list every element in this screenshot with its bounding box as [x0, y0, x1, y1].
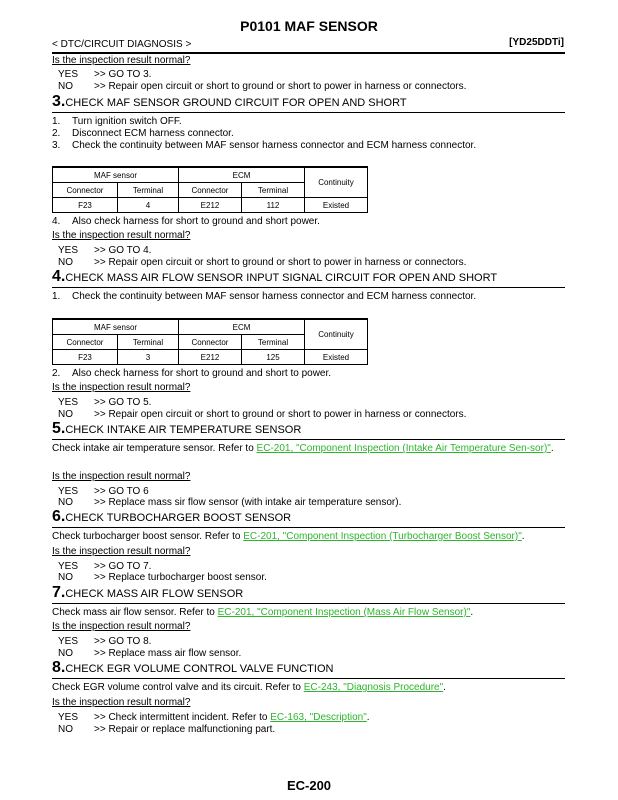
step-title: CHECK MASS AIR FLOW SENSOR [65, 588, 244, 600]
reference-link[interactable]: EC-201, "Component Inspection (Turbocharger Boost Sensor)" [243, 531, 522, 542]
yes-row: YES >> GO TO 5. [58, 397, 152, 408]
no-row: NO >> Repair open circuit or short to ground or short to power in harness or connectors. [58, 81, 467, 92]
list-item: 2. Disconnect ECM harness connector. [52, 128, 234, 139]
table-group-header: ECM [179, 167, 305, 183]
step-title: CHECK INTAKE AIR TEMPERATURE SENSOR [65, 424, 302, 436]
step-title: CHECK MAF SENSOR GROUND CIRCUIT FOR OPEN AND SHORT [65, 97, 407, 109]
list-item: 3. Check the continuity between MAF sensor harness connector and ECM harness connector. [52, 140, 477, 151]
table-cell: 125 [242, 350, 305, 365]
table-cell: E212 [179, 350, 242, 365]
reference-text: Check intake air temperature sensor. Refer to EC-201, "Component Inspection (Intake Air Temperature Sen-sor)". [52, 443, 554, 454]
list-item: 1. Check the continuity between MAF sensor harness connector and ECM harness connector. [52, 291, 477, 302]
table-group-header: ECM [179, 319, 305, 335]
step-number: 4. [52, 268, 66, 285]
continuity-table [52, 318, 368, 365]
step-number: 6. [52, 508, 66, 525]
no-row: NO >> Replace turbocharger boost sensor. [58, 572, 267, 583]
list-item: 1. Turn ignition switch OFF. [52, 116, 182, 127]
reference-text: Check turbocharger boost sensor. Refer to EC-201, "Component Inspection (Turbocharger Boost Sensor)". [52, 531, 525, 542]
no-row: NO >> Replace mass sir flow sensor (with intake air temperature sensor). [58, 497, 402, 508]
table-header: Terminal [118, 335, 179, 350]
step-4-heading [52, 268, 565, 288]
reference-text: Check mass air flow sensor. Refer to EC-201, "Component Inspection (Mass Air Flow Sensor)". [52, 607, 474, 618]
inspection-question: Is the inspection result normal? [52, 230, 191, 241]
no-row: NO >> Replace mass air flow sensor. [58, 648, 242, 659]
table-header: Terminal [242, 183, 305, 198]
table-header: Terminal [118, 183, 179, 198]
page-number: EC-200 [286, 778, 332, 793]
yes-row: YES >> GO TO 8. [58, 636, 152, 647]
no-row: NO >> Repair open circuit or short to ground or short to power in harness or connectors. [58, 257, 467, 268]
inspection-question: Is the inspection result normal? [52, 471, 191, 482]
no-row: NO >> Repair open circuit or short to ground or short to power in harness or connectors. [58, 409, 467, 420]
yes-row: YES >> GO TO 4. [58, 245, 152, 256]
page-title: P0101 MAF SENSOR [240, 18, 378, 34]
table-header: Connector [179, 335, 242, 350]
table-row [53, 198, 368, 213]
inspection-question: Is the inspection result normal? [52, 697, 191, 708]
list-item: 2. Also check harness for short to ground and short to power. [52, 368, 332, 379]
table-cell: Existed [305, 198, 368, 213]
list-item: 4. Also check harness for short to ground and short power. [52, 216, 320, 227]
table-header: Connector [53, 335, 118, 350]
step-5-heading [52, 420, 565, 440]
table-cell: 112 [242, 198, 305, 213]
header-rule [52, 52, 565, 54]
step-number: 7. [52, 584, 66, 601]
yes-row: YES >> Check intermittent incident. Refer to EC-163, "Description". [58, 712, 370, 723]
no-row: NO >> Repair or replace malfunctioning part. [58, 724, 276, 735]
reference-link[interactable]: EC-201, "Component Inspection (Intake Air Temperature Sen-sor)" [256, 443, 551, 454]
table-cell: 4 [118, 198, 179, 213]
table-cell: F23 [53, 350, 118, 365]
table-header: Continuity [305, 319, 368, 350]
step-title: CHECK MASS AIR FLOW SENSOR INPUT SIGNAL CIRCUIT FOR OPEN AND SHORT [65, 272, 498, 284]
table-header: Connector [53, 183, 118, 198]
yes-row: YES >> GO TO 3. [58, 69, 152, 80]
engine-code: [YD25DDTi] [509, 37, 564, 48]
step-number: 3. [52, 93, 66, 110]
table-group-header: MAF sensor [53, 167, 179, 183]
table-cell: Existed [305, 350, 368, 365]
table-header: Terminal [242, 335, 305, 350]
reference-link[interactable]: EC-163, "Description" [270, 712, 367, 723]
step-7-heading [52, 584, 565, 604]
table-cell: F23 [53, 198, 118, 213]
table-header: Connector [179, 183, 242, 198]
step-3-heading [52, 93, 565, 113]
reference-link[interactable]: EC-243, "Diagnosis Procedure" [303, 682, 444, 693]
inspection-question: Is the inspection result normal? [52, 382, 191, 393]
inspection-question: Is the inspection result normal? [52, 546, 191, 557]
table-cell: E212 [179, 198, 242, 213]
step-number: 8. [52, 659, 66, 676]
table-cell: 3 [118, 350, 179, 365]
step-6-heading [52, 508, 565, 528]
section-label: < DTC/CIRCUIT DIAGNOSIS > [52, 39, 192, 50]
inspection-question: Is the inspection result normal? [52, 621, 191, 632]
yes-row: YES >> GO TO 7. [58, 561, 152, 572]
step-title: CHECK TURBOCHARGER BOOST SENSOR [65, 512, 292, 524]
reference-text: Check EGR volume control valve and its circuit. Refer to EC-243, "Diagnosis Procedure". [52, 682, 446, 693]
step-8-heading [52, 659, 565, 679]
step-title: CHECK EGR VOLUME CONTROL VALVE FUNCTION [65, 663, 334, 675]
continuity-table [52, 166, 368, 213]
table-group-header: MAF sensor [53, 319, 179, 335]
yes-row: YES >> GO TO 6 [58, 486, 149, 497]
step-number: 5. [52, 420, 66, 437]
table-header: Continuity [305, 167, 368, 198]
inspection-question: Is the inspection result normal? [52, 55, 191, 66]
table-row [53, 350, 368, 365]
reference-link[interactable]: EC-201, "Component Inspection (Mass Air Flow Sensor)" [217, 607, 471, 618]
